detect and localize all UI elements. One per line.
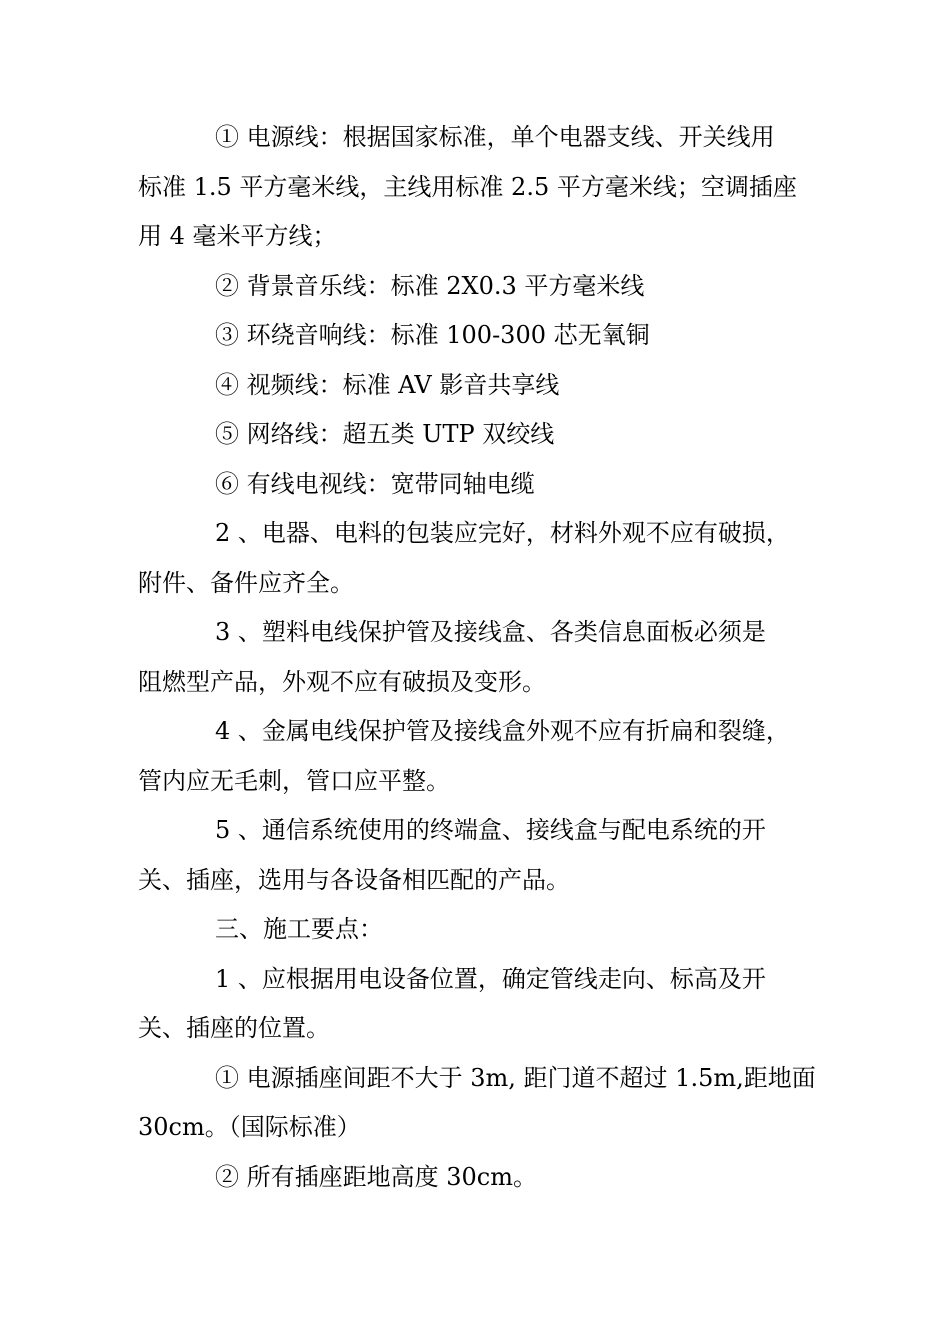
text-line: ② 背景音乐线：标准 2X0.3 平方毫米线 — [215, 271, 645, 300]
text-line: 2 、电器、电料的包装应完好，材料外观不应有破损， — [215, 519, 790, 547]
document-body — [138, 113, 838, 1202]
text-line: ④ 视频线：标准 AV 影音共享线 — [215, 370, 560, 399]
section-heading: 三、施工要点： — [215, 915, 383, 943]
text-line: ② 所有插座距地高度 30cm。 — [215, 1162, 537, 1191]
text-line: ③ 环绕音响线：标准 100-300 芯无氧铜 — [215, 321, 650, 349]
text-line: 关、插座，选用与各设备相匹配的产品。 — [138, 865, 570, 894]
text-line: ⑥ 有线电视线：宽带同轴电缆 — [215, 469, 535, 498]
text-line: ① 电源线：根据国家标准，单个电器支线、开关线用 — [215, 123, 775, 151]
text-line: ① 电源插座间距不大于 3m, 距门道不超过 1.5m,距地面 — [215, 1063, 816, 1092]
text-line: 30cm。（国际标准） — [138, 1113, 361, 1141]
text-line: 附件、备件应齐全。 — [138, 568, 354, 597]
text-line: 标准 1.5 平方毫米线，主线用标准 2.5 平方毫米线；空调插座 — [138, 172, 797, 201]
text-line: 阻燃型产品，外观不应有破损及变形。 — [138, 667, 546, 696]
text-line: 4 、金属电线保护管及接线盒外观不应有折扁和裂缝， — [215, 717, 790, 745]
text-line: ⑤ 网络线：超五类 UTP 双绞线 — [215, 420, 555, 448]
text-line: 5 、通信系统使用的终端盒、接线盒与配电系统的开 — [215, 816, 766, 844]
text-line: 管内应无毛刺，管口应平整。 — [138, 766, 450, 795]
text-line: 3 、塑料电线保护管及接线盒、各类信息面板必须是 — [215, 618, 766, 646]
text-line: 1 、应根据用电设备位置，确定管线走向、标高及开 — [215, 964, 766, 993]
text-line: 关、插座的位置。 — [138, 1014, 330, 1042]
text-line: 用 4 毫米平方线； — [138, 222, 337, 250]
